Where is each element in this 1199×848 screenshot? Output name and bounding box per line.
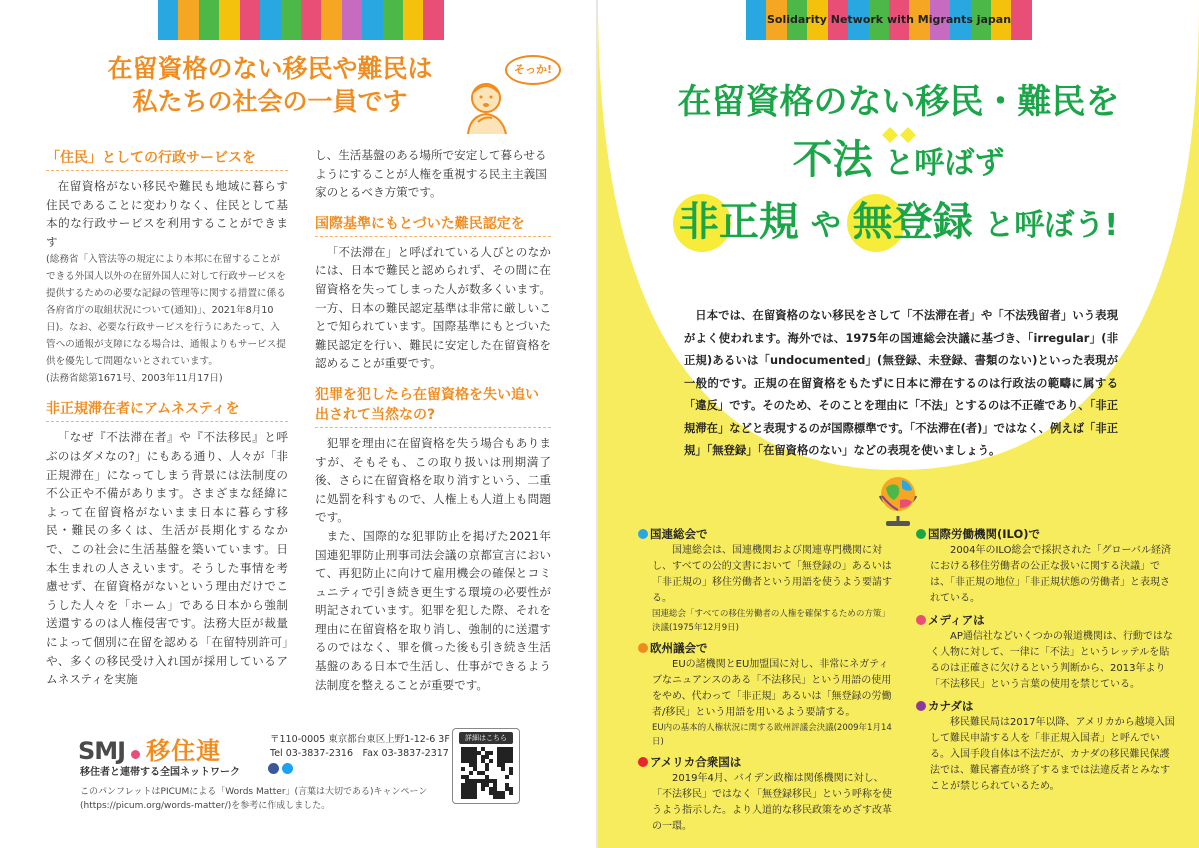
item-source: EU内の基本的人権状況に関する欧州評議会決議(2009年1月14日) [652, 723, 892, 747]
item-heading [916, 697, 1178, 715]
stripe-segment [321, 0, 341, 40]
item-body: 2004年のILO総会で採択された「グローバル経済における移住労働者の公正な扱いに関する決議」では、「非正規の地位」「非正規状態の労働者」と表現されている。 [930, 545, 1171, 604]
organization-name: Solidarity Network with Migrants japan [766, 13, 1012, 26]
address: 〒110-0005 東京都台東区上野1-12-6 3F [270, 734, 450, 745]
contact-info [270, 733, 450, 761]
headline-text-or: や [810, 208, 841, 243]
section-text-amnesty-cont: し、生活基盤のある場所で安定して暮らせるようにすることが人権を重視する民主主義国家のとるべき方策です。 [315, 148, 547, 200]
headline-line-3 [598, 192, 1199, 256]
speech-bubble: そっか! [505, 55, 561, 85]
item-heading [638, 753, 898, 771]
section-heading-amnesty: 非正規滞在者にアムネスティを [46, 399, 288, 422]
left-page [0, 0, 598, 848]
section-text-refugee: 「不法滞在」と呼ばれている人びとのなかには、日本で難民と認められず、その間に在留資格を失ってしまった人が数多くいます。一方、日本の難民認定基準は非常に厳しいことで知られています。国際基準にもとづいた難民認定を行い、難民に安定した在留資格を認めることが重要です。 [315, 244, 551, 371]
bullet-icon [916, 701, 926, 711]
thinking-person-icon [462, 78, 514, 136]
item-source: 国連総会「すべての移住労働者の人権を確保するための方策」決議(1975年12月9日) [652, 609, 890, 633]
headline-line-1: 在留資格のない移民・難民を [677, 82, 1120, 122]
item-body: 2019年4月、バイデン政権は関係機関に対し、「不法移民」ではなく「無登録移民」という呼称を使うよう指示した。より人道的な移民政策をめざす改革の一環。 [652, 773, 892, 832]
bullet-icon [638, 643, 648, 653]
headline-text-not-call: と呼ばず [884, 146, 1005, 181]
facebook-icon[interactable] [268, 763, 279, 774]
section-text-amnesty: 「なぜ『不法滞在者』や『不法移民』と呼ぶのはダメなの?」にもある通り、人々が「非正規滞在」になってしまう背景には法制度の不公正や不備があります。さまざまな経緯によって在留資格がないまま日本に暮らす移民・難民の多くは、生活が長期化するなかで、この社会に生活基盤を築いています。日本生まれの人さえいます。そうした事情を考慮せず、在留資格がないという理由だけでこうした人々を「ホーム」である日本から強制送還するのは人権侵害です。法務大臣が裁量によって個別に在留を認める「在留特別許可」や、多くの移民受け入れ国が採用しているアムネスティを実施 [46, 430, 288, 687]
item-heading-text: カナダは [928, 699, 974, 713]
item-body: AP通信社などいくつかの報道機関は、行動ではなく人物に対して、一律に「不法」というレッテルを貼るのは正確さに欠けるという判断から、2013年より「不法移民」という言葉の使用を禁じている。 [930, 631, 1173, 690]
headline-word-irregular: 非正規 [679, 192, 799, 252]
twitter-icon[interactable] [282, 763, 293, 774]
stripe-segment [362, 0, 382, 40]
section-note-services: (総務省「入管法等の規定により本邦に在留することができる外国人以外の在留外国人に対して行政サービスを提供するための必要な記録の管理等に関する措置に係る各府省庁の取組状況について(通知)」、2021年8月10日)。なお、必要な行政サービスを行うにあたって、入管への通報が支障になる場合は、通報よりもサービス提供を優先して問題ないとされています。 [46, 254, 286, 368]
left-column-b [315, 146, 551, 694]
section-text-services: 在留資格がない移民や難民も地域に暮らす住民であることに変わりなく、住民として基本的な行政サービスを利用することができます [46, 179, 288, 249]
item-heading-text: 国連総会で [650, 527, 708, 541]
section-text-crime-2: また、国際的な犯罪防止を掲げた2021年国連犯罪防止刑事司法会議の京都宣言において、再犯防止に向けて雇用機会の確保とコミュニティで引き続き更生する環境の必要性が明記されています。犯罪を犯した際、それを理由に在留資格を取り消し、強制的に送還するのではなく、罪を償った後も引き続き生活基盤のある日本で生活し、仕事ができるよう法制度を整えることが重要です。 [315, 528, 551, 692]
item-body: 移民難民局は2017年以降、アメリカから越境入国して難民申請する人を「非正規入国者」と呼んでいる。入国手段自体は不法だが、カナダの移民難民保護法では、難民審査が終了するまでは法違反者とみなすことが禁じられているため。 [930, 717, 1175, 792]
stripe-segment [423, 0, 443, 40]
stripe-segment [383, 0, 403, 40]
headline-word-undocumented: 無登録 [853, 192, 973, 252]
item-heading [638, 639, 898, 657]
stripe-segment [219, 0, 239, 40]
smj-logo-text: SMJ [78, 737, 126, 765]
right-page [598, 0, 1199, 848]
left-column-a [46, 146, 288, 689]
stripe-segment [281, 0, 301, 40]
smj-logo-japanese: 移住連 [146, 737, 222, 765]
phone-fax: Tel 03-3837-2316 Fax 03-3837-2317 [270, 748, 449, 759]
item-heading-text: 国際労働機関(ILO)で [928, 527, 1040, 541]
logo-dot-icon [131, 750, 140, 759]
right-column-b [916, 525, 1178, 799]
smj-logo [78, 731, 221, 766]
item-heading [638, 525, 898, 543]
color-stripe [158, 0, 444, 40]
left-title-line-2: 私たちの社会の一員です [132, 87, 408, 116]
headline-line-2 [598, 132, 1199, 192]
section-heading-refugee: 国際基準にもとづいた難民認定を [315, 214, 551, 237]
qr-label: 詳細はこちら [459, 732, 513, 744]
qr-code-box[interactable] [452, 728, 520, 804]
bullet-icon [916, 529, 926, 539]
item-heading-text: アメリカ合衆国は [650, 755, 742, 769]
stripe-segment [301, 0, 321, 40]
stripe-segment [158, 0, 178, 40]
section-heading-services: 「住民」としての行政サービスを [46, 148, 288, 171]
stripe-segment [403, 0, 423, 40]
stripe-segment [178, 0, 198, 40]
left-page-title [100, 52, 440, 118]
intro-paragraph: 日本では、在留資格のない移民をさして「不法滞在者」や「不法残留者」いう表現がよく使われます。海外では、1975年の国連総会決議に基づき、「irregular」(非正規)あるいは「undocumented」(無登録、未登録、書類のない)といった表現が一般的です。正規の在留資格をもたずに日本に滞在するのは行政法の範疇に属する「違反」です。そのため、そのことを理由に「不法」とするのは不正確であり、「非正規滞在」などと表現するのが国際標準です。「不法滞在(者)」ではなく、例えば「非正規」「無登録」「在留資格のない」などの表現を使いましょう。 [684, 309, 1118, 457]
item-heading-text: 欧州議会で [650, 641, 708, 655]
item-body: 国連総会は、国連機関および関連専門機関に対し、すべての公的文書において「無登録の」あるいは「非正規の」移住労働者という用語を使うよう要請する。 [652, 545, 892, 604]
item-body: EUの諸機関とEU加盟国に対し、非常にネガティブなニュアンスのある「不法移民」という用語の使用をやめ、代わって「非正規」あるいは「無登録の労働者/移民」という用語を用いるよう要請する。 [652, 659, 892, 718]
right-column-a [638, 525, 898, 839]
item-heading [916, 525, 1178, 543]
bullet-icon [638, 529, 648, 539]
stripe-segment [240, 0, 260, 40]
bullet-icon [638, 757, 648, 767]
item-heading-text: メディアは [928, 613, 985, 627]
stripe-segment [199, 0, 219, 40]
section-note-services-2: (法務省総第1671号、2003年11月17日) [46, 373, 223, 385]
bullet-icon [916, 615, 926, 625]
stripe-segment [342, 0, 362, 40]
stripe-segment [260, 0, 280, 40]
section-text-crime-1: 犯罪を理由に在留資格を失う場合もありますが、そもそも、この取り扱いは刑期満了後、さらに在留資格を取り消すという、二重に処罰を科すもので、人権上も人道上も問題です。 [315, 435, 551, 525]
section-heading-crime: 犯罪を犯したら在留資格を失い追い出されて当然なの? [315, 385, 551, 428]
qr-code-icon[interactable] [461, 747, 513, 799]
globe-icon [870, 466, 926, 528]
social-icons [268, 763, 293, 774]
main-headline [598, 72, 1199, 256]
left-title-line-1: 在留資格のない移民や難民は [107, 54, 433, 83]
footnote: このパンフレットはPICUMによる「Words Matter」(言葉は大切である)キャンペーン(https://picum.org/words-matter/)を参考に作成しました。 [80, 787, 428, 811]
item-heading [916, 611, 1178, 629]
organization-subtitle: 移住者と連帯する全国ネットワーク [80, 767, 240, 778]
headline-text-lets-call: と呼ぼう! [984, 208, 1119, 243]
headline-word-illegal: 不法 [792, 137, 873, 183]
